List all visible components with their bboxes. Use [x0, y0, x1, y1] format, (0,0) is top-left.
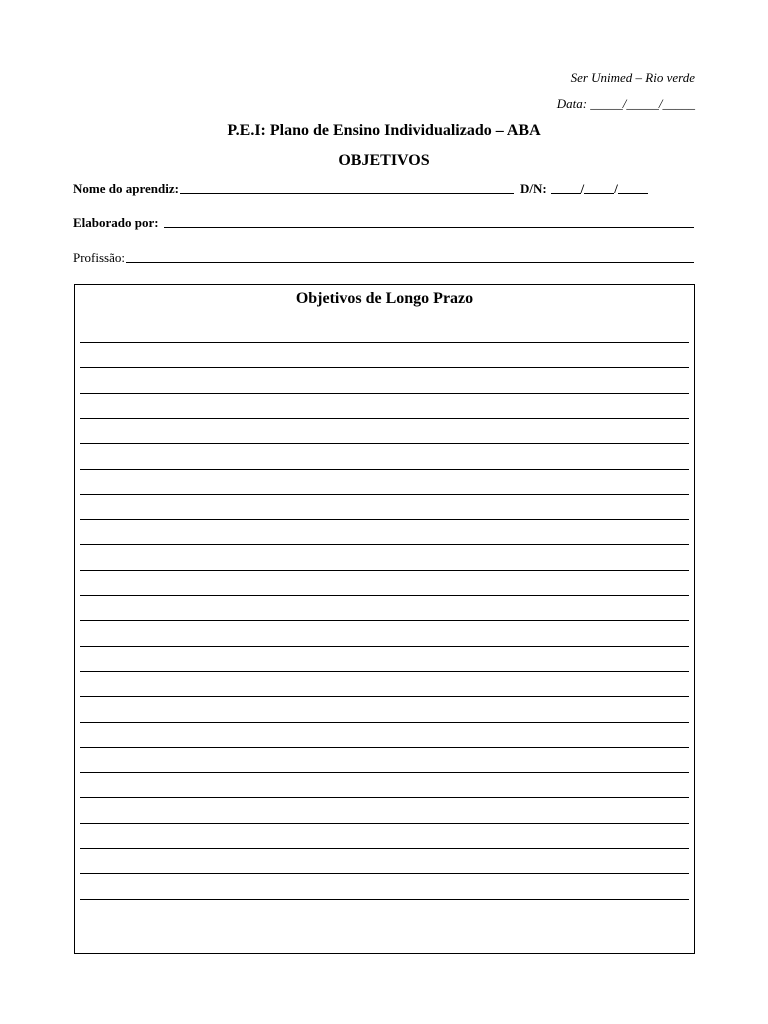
birth-date-label: D/N: — [519, 181, 547, 196]
objective-writing-line[interactable] — [80, 823, 689, 824]
profession-row — [73, 248, 695, 266]
objective-writing-line[interactable] — [80, 544, 689, 545]
objective-writing-line[interactable] — [80, 367, 689, 368]
objective-writing-line[interactable] — [80, 848, 689, 849]
document-title: P.E.I: Plano de Ensino Individualizado – ABA — [227, 122, 541, 139]
objective-writing-line[interactable] — [80, 722, 689, 723]
organization-header: Ser Unimed – Rio verde — [570, 70, 695, 85]
elaborated-by-input[interactable] — [164, 224, 694, 228]
objective-writing-line[interactable] — [80, 494, 689, 495]
objective-writing-line[interactable] — [80, 469, 689, 470]
objective-writing-line[interactable] — [80, 671, 689, 672]
objective-writing-line[interactable] — [80, 646, 689, 647]
objective-writing-line[interactable] — [80, 620, 689, 621]
date-field[interactable]: Data: _____/_____/_____ — [556, 96, 695, 111]
profession-label: Profissão: — [73, 250, 125, 265]
objective-writing-line[interactable] — [80, 772, 689, 773]
objective-writing-line[interactable] — [80, 797, 689, 798]
objective-writing-line[interactable] — [80, 899, 689, 900]
profession-input[interactable] — [126, 259, 694, 263]
learner-name-row — [73, 179, 695, 197]
elaborated-by-label: Elaborado por: — [73, 215, 159, 230]
elaborated-by-row — [73, 213, 695, 231]
long-term-objectives-box — [74, 284, 695, 954]
objective-writing-line[interactable] — [80, 696, 689, 697]
long-term-objectives-title: Objetivos de Longo Prazo — [295, 290, 474, 307]
objective-writing-line[interactable] — [80, 418, 689, 419]
birth-date-field[interactable]: D/N: / / — [520, 181, 648, 197]
document-subtitle: OBJETIVOS — [338, 152, 430, 169]
objective-writing-line[interactable] — [80, 519, 689, 520]
objective-writing-line[interactable] — [80, 393, 689, 394]
learner-name-label: Nome do aprendiz: — [73, 181, 179, 196]
learner-name-input[interactable] — [180, 190, 514, 194]
objective-writing-line[interactable] — [80, 595, 689, 596]
objective-writing-line[interactable] — [80, 747, 689, 748]
objective-writing-line[interactable] — [80, 570, 689, 571]
objective-writing-line[interactable] — [80, 342, 689, 343]
objective-writing-line[interactable] — [80, 443, 689, 444]
objective-writing-line[interactable] — [80, 873, 689, 874]
